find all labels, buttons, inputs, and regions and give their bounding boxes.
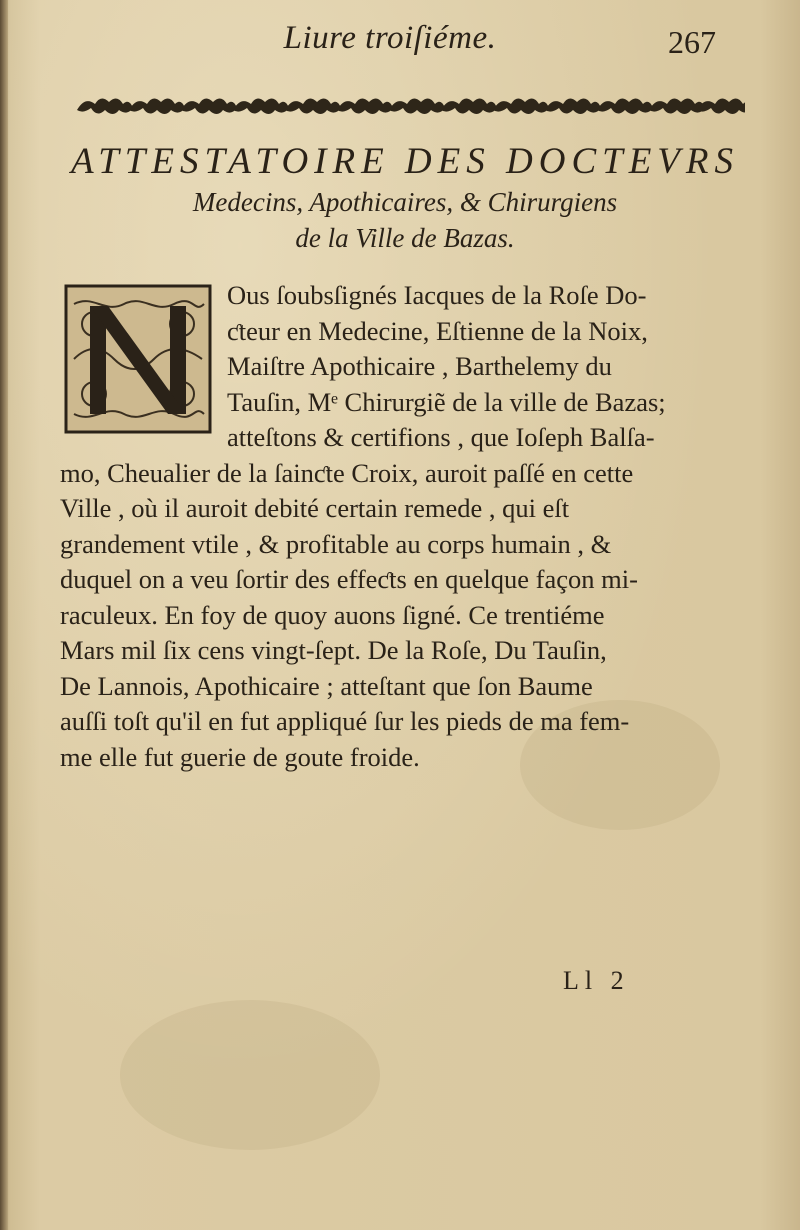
body-line: duquel on a veu ſortir des effeƈts en quelque façon mi- xyxy=(60,564,638,594)
page-gutter xyxy=(0,0,8,1230)
paper-stain xyxy=(120,1000,380,1150)
body-line: Ous ſoubsſignés Iacques de la Roſe Do- xyxy=(227,280,647,310)
title-line-2: Medecins, Apothicaires, & Chirurgiens xyxy=(192,187,618,217)
body-line: auſſi toſt qu'il en fut appliqué ſur les pieds de ma fem- xyxy=(60,706,630,736)
body-line: raculeux. En foy de quoy auons ſigné. Ce trentiéme xyxy=(60,599,605,630)
attestation-title xyxy=(40,140,770,256)
body-line: grandement vtile , & profitable au corps humain , & xyxy=(60,528,612,559)
body-line: Maiſtre Apothicaire , Barthelemy du xyxy=(227,351,612,381)
ornament-band-icon xyxy=(75,92,745,122)
signature-mark: Ll 2 xyxy=(563,966,630,995)
body-line: Ville , où il auroit debité certain remede , qui eſt xyxy=(60,493,570,523)
body-line: me elle fut guerie de goute froide. xyxy=(60,741,420,772)
attestation-body xyxy=(60,278,740,775)
body-line: Tauſin, Mᵉ Chirurgiẽ de la ville de Bazas; xyxy=(227,386,666,417)
body-line: Mars mil ſix cens vingt-ſept. De la Roſe, Du Tauſin, xyxy=(60,635,607,665)
body-line: mo, Cheualier de la ſainƈte Croix, auroit paſſé en cette xyxy=(60,457,634,488)
body-line: ƈteur en Medecine, Eſtienne de la Noix, xyxy=(227,315,648,346)
title-line-3: de la Ville de Bazas. xyxy=(295,223,515,253)
running-head: Liure troiſiéme. xyxy=(283,20,497,56)
title-line-1: ATTESTATOIRE DES DOCTEVRS xyxy=(70,141,740,182)
page-number: 267 xyxy=(668,24,716,60)
body-line: De Lannois, Apothicaire ; atteſtant que ſon Baume xyxy=(60,670,593,701)
body-line: atteſtons & certifions , que Ioſeph Balſa- xyxy=(227,422,655,452)
